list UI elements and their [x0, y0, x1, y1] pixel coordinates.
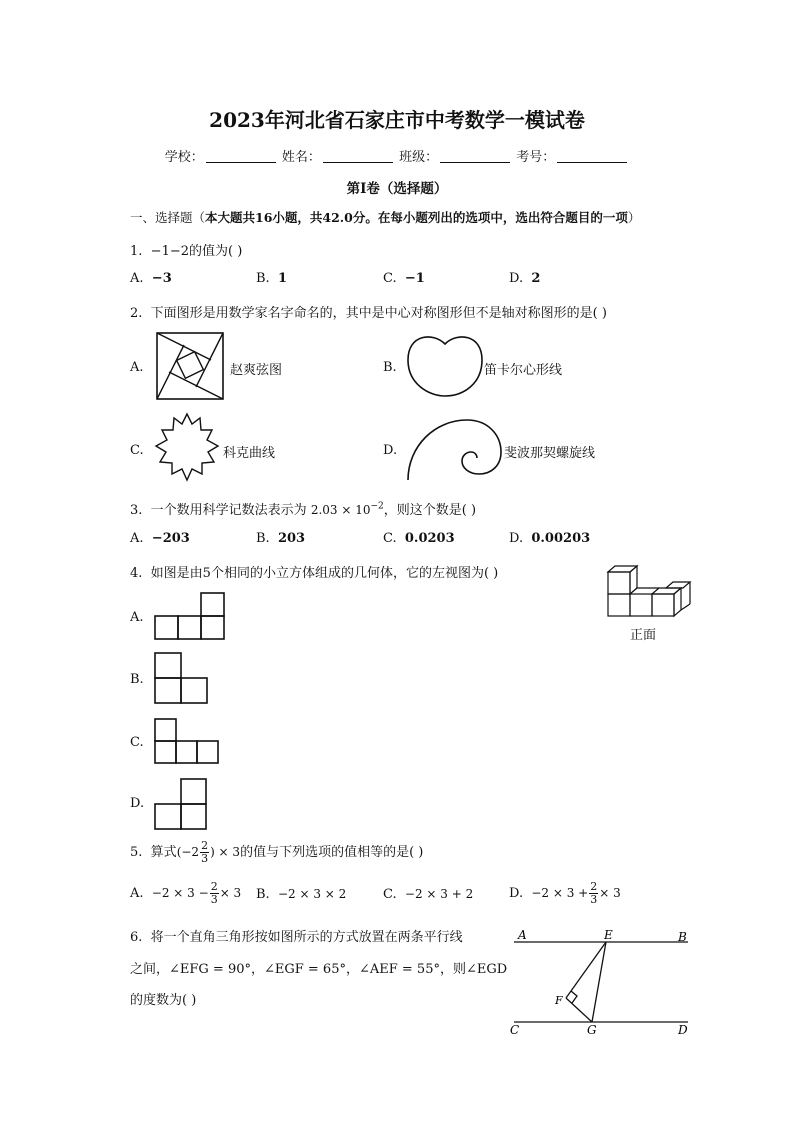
q5-expr-right: ) × 3: [210, 845, 241, 859]
option-fraction: [589, 881, 598, 906]
school-blank[interactable]: [206, 150, 276, 163]
section-suffix: ）: [627, 210, 641, 225]
option-letter: D.: [509, 271, 524, 286]
q5-text-post: 的值与下列选项的值相等的是( ): [240, 845, 424, 860]
option-expr-pre: −2 × 3 +: [531, 886, 589, 900]
part-heading: 第Ⅰ卷（选择题）: [346, 181, 448, 197]
point-d-label: D: [678, 1023, 688, 1037]
q2-option-d-caption: 斐波那契螺旋线: [504, 446, 596, 461]
option-expr-post: × 3: [599, 886, 621, 900]
point-e-label: E: [604, 928, 613, 942]
q3-text-post: ，则这个数是( ): [383, 503, 477, 518]
q1-option-a[interactable]: [130, 271, 172, 286]
option-value: −1: [404, 271, 425, 286]
q5-expr-left: (−2: [176, 845, 200, 859]
option-letter: A.: [130, 886, 144, 901]
q2-option-a-caption: 赵爽弦图: [230, 363, 283, 378]
point-a-label: A: [518, 928, 527, 942]
denominator: 3: [590, 893, 598, 906]
option-value: 0.00203: [531, 531, 591, 546]
class-label: 班级：: [399, 150, 439, 165]
option-expr-pre: −2 × 3 −: [151, 886, 209, 900]
parallel-lines-triangle-figure: [508, 926, 694, 1038]
q2-option-c-letter[interactable]: C.: [130, 443, 144, 458]
q3-option-d[interactable]: [509, 531, 590, 546]
option-value: −2 × 3 × 2: [277, 887, 347, 901]
name-label: 姓名：: [281, 150, 321, 165]
q5-option-c[interactable]: [383, 887, 473, 902]
option-letter: A.: [130, 531, 144, 546]
q6-text-1: 将一个直角三角形按如图所示的方式放置在两条平行线: [150, 930, 463, 945]
option-fraction: [210, 881, 219, 906]
section-desc: 本大题共16小题，共42.0分。在每小题列出的选项中，选出符合题目的一项: [205, 210, 628, 225]
q4-option-b-view: [154, 652, 210, 704]
q4-option-d-view: [154, 778, 210, 830]
option-value: 203: [277, 531, 306, 546]
q3-option-a[interactable]: [130, 531, 190, 546]
option-letter: C.: [383, 531, 397, 546]
front-view-label: 正面: [630, 628, 657, 643]
q6-stem-line1: [130, 926, 463, 945]
q4-option-c-letter[interactable]: C.: [130, 735, 144, 750]
option-value: −3: [151, 271, 172, 286]
school-label: 学校：: [164, 150, 204, 165]
option-value: 0.0203: [404, 531, 455, 546]
q6-stem-line3: 的度数为( ): [130, 993, 197, 1008]
q2-option-d-letter[interactable]: D.: [383, 443, 398, 458]
option-value: −2 × 3 + 2: [404, 887, 474, 901]
q2-number: 2.: [130, 306, 143, 321]
section-heading: [130, 208, 640, 226]
point-g-label: G: [587, 1023, 597, 1037]
option-letter: B.: [256, 531, 270, 546]
q2-option-b-caption: 笛卡尔心形线: [484, 363, 563, 378]
denominator: 3: [210, 893, 218, 906]
q3-option-c[interactable]: [383, 531, 455, 546]
option-letter: B.: [256, 271, 270, 286]
q3-expression: 2.03 × 10: [310, 503, 371, 517]
q5-text-pre: 算式: [150, 845, 177, 860]
fibonacci-spiral-icon: [405, 416, 505, 482]
student-info-line: [0, 146, 794, 165]
option-expr-post: × 3: [219, 886, 242, 900]
zhao-shuang-diagram-icon: [156, 332, 226, 400]
q2-option-a-letter[interactable]: A.: [130, 360, 144, 375]
cube-solid-figure: [606, 564, 692, 620]
option-value: −203: [151, 531, 190, 546]
option-value: 2: [531, 271, 541, 286]
q1-stem: [130, 240, 242, 259]
q3-stem: [130, 499, 476, 518]
q3-exponent: −2: [370, 501, 384, 512]
exam-no-blank[interactable]: [557, 150, 627, 163]
q4-option-b-letter[interactable]: B.: [130, 672, 144, 687]
denominator: 3: [201, 852, 209, 865]
exam-no-label: 考号：: [516, 150, 556, 165]
q6-stem-line2: 之间，∠EFG = 90°，∠EGF = 65°，∠AEF = 55°，则∠EGD: [130, 962, 508, 977]
q4-number: 4.: [130, 566, 143, 581]
q2-stem: [130, 302, 607, 321]
q5-option-d[interactable]: [509, 881, 621, 906]
point-b-label: B: [678, 930, 687, 944]
option-value: 1: [277, 271, 287, 286]
q1-number: 1.: [130, 244, 143, 259]
point-f-label: F: [555, 994, 563, 1007]
exam-title: 2023年河北省石家庄市中考数学一模试卷: [209, 108, 585, 132]
q4-option-d-letter[interactable]: D.: [130, 796, 145, 811]
numerator: 2: [590, 880, 598, 893]
point-c-label: C: [510, 1023, 520, 1037]
q3-option-b[interactable]: [256, 531, 305, 546]
name-blank[interactable]: [323, 150, 393, 163]
q5-stem: [130, 840, 423, 865]
option-letter: A.: [130, 271, 144, 286]
q2-option-c-caption: 科克曲线: [223, 446, 276, 461]
q5-option-a[interactable]: [130, 881, 241, 906]
q5-fraction: [200, 840, 209, 865]
q4-option-a-letter[interactable]: A.: [130, 610, 144, 625]
class-blank[interactable]: [440, 150, 510, 163]
q4-option-c-view: [154, 718, 222, 764]
q4-option-a-view: [154, 592, 228, 640]
q3-number: 3.: [130, 503, 143, 518]
q2-text: 下面图形是用数学家名字命名的，其中是中心对称图形但不是轴对称图形的是( ): [150, 306, 607, 321]
q4-stem: [130, 562, 498, 581]
q5-number: 5.: [130, 845, 143, 860]
q1-text: −1−2的值为( ): [150, 244, 243, 259]
q5-option-b[interactable]: [256, 887, 346, 902]
q1-option-d[interactable]: [509, 271, 540, 286]
q6-number: 6.: [130, 930, 143, 945]
option-letter: B.: [256, 887, 270, 902]
koch-snowflake-icon: [152, 412, 222, 484]
option-letter: C.: [383, 887, 397, 902]
numerator: 2: [210, 880, 218, 893]
cardioid-curve-icon: [405, 332, 485, 398]
q3-text-pre: 一个数用科学记数法表示为: [150, 503, 307, 518]
section-prefix: 一、选择题（: [130, 210, 206, 225]
option-letter: C.: [383, 271, 397, 286]
option-letter: D.: [509, 886, 524, 901]
option-letter: D.: [509, 531, 524, 546]
numerator: 2: [201, 839, 209, 852]
q1-option-c[interactable]: [383, 271, 425, 286]
q2-option-b-letter[interactable]: B.: [383, 360, 397, 375]
q1-option-b[interactable]: [256, 271, 287, 286]
q4-text: 如图是由5个相同的小立方体组成的几何体，它的左视图为( ): [150, 566, 499, 581]
